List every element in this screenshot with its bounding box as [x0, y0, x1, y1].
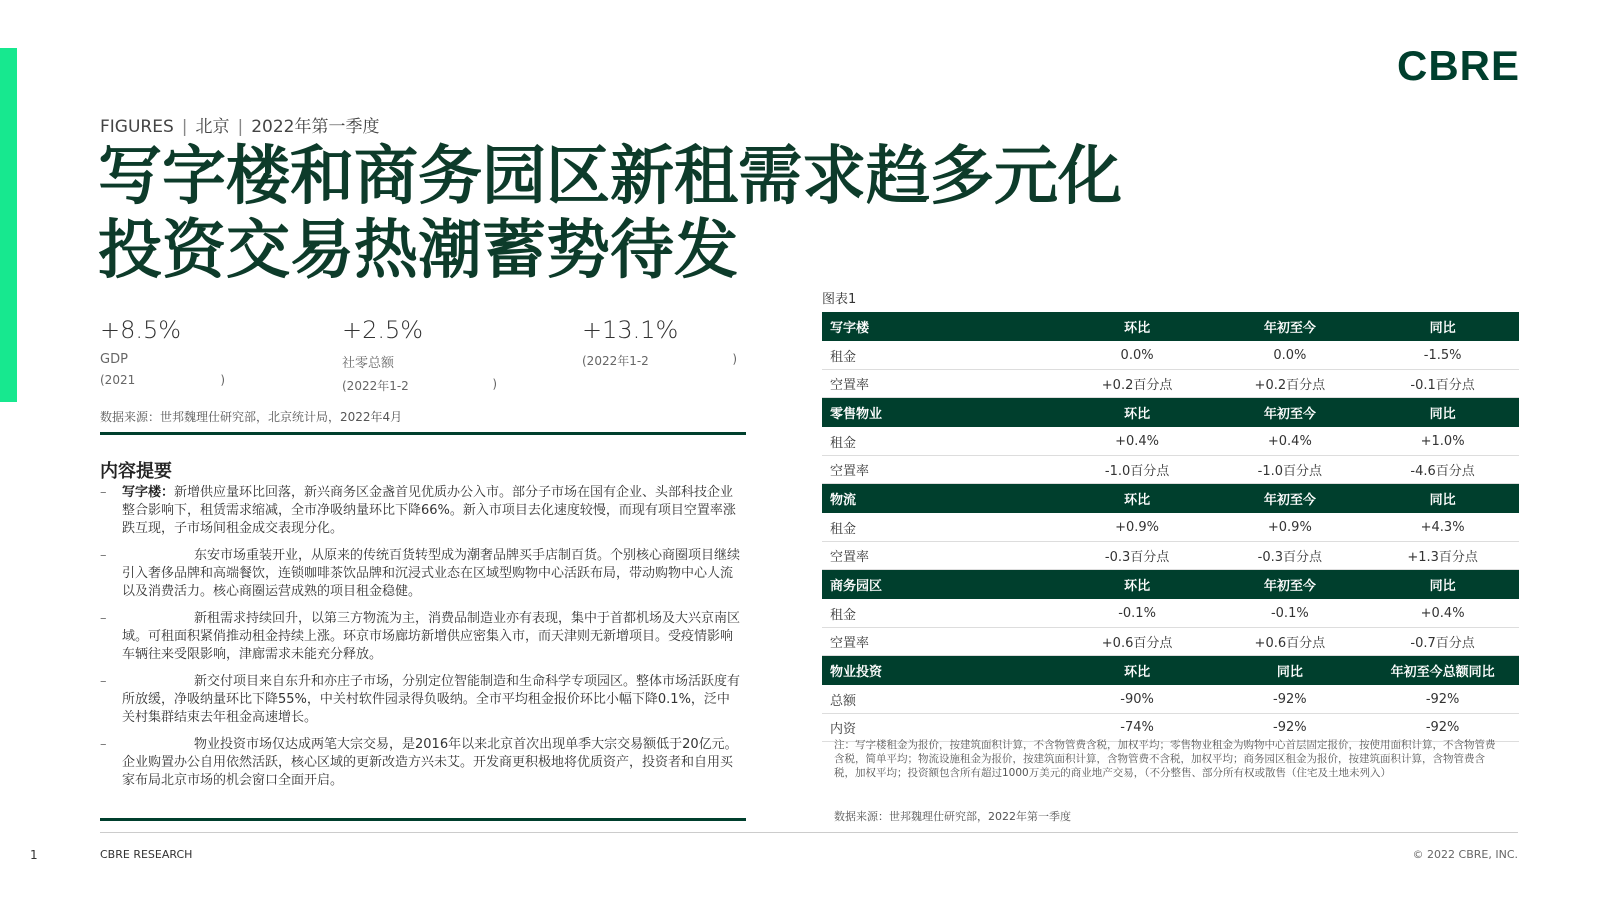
table-section-header: 商务园区 环比 年初至今 同比 [822, 570, 1519, 600]
eyebrow-city: 北京 [195, 117, 230, 137]
table-section-header: 写字楼 环比 年初至今 同比 [822, 312, 1519, 342]
summary-title: 内容提要 [100, 461, 172, 482]
figure-note: 注：写字楼租金为报价，按建筑面积计算，不含物管费含税，加权平均；零售物业租金为购物中心首层固定报价，按使用面积计算，不含物管费含税，简单平均；物流设施租金为报价，按建筑面积计算，含物管费不含税，加权平均；商务园区租金为报价，按建筑面积计算，含物管费含税，加权平均；投资额包含所有超过1000万美元的商业地产交易，（不分整售、部分所有权或散售（住宅及土地未列入） [834, 739, 1496, 779]
dash-bullet: – [100, 737, 107, 752]
footer-brand: CBRE RESEARCH [100, 848, 193, 861]
dash-bullet: – [100, 674, 107, 689]
table-row: 租金 +0.9% +0.9% +4.3% [822, 514, 1519, 542]
table-section-header: 物业投资 环比 同比 年初至今总额同比 [822, 656, 1519, 686]
figure-title: 图表1 [822, 292, 857, 307]
table-row: 空置率 +0.2百分点 +0.2百分点 -0.1百分点 [822, 370, 1519, 398]
table-row: 租金 +0.4% +0.4% +1.0% [822, 428, 1519, 456]
table-row: 空置率 -1.0百分点 -1.0百分点 -4.6百分点 [822, 456, 1519, 484]
accent-bar [0, 48, 17, 402]
list-item: – 写字楼：新增供应量环比回落，新兴商务区金盏首见优质办公入市。部分子市场在国有企业、头部科技企业整合影响下，租赁需求缩减，全市净吸纳量环比下降66%。新入市项目去化速度较慢，而现有项目空置率涨跌互现，子市场间租金成交表现分化。 [100, 485, 736, 536]
stat-retail-sales [342, 316, 497, 394]
eyebrow-figures: FIGURES [100, 117, 174, 137]
eyebrow-separator: | [181, 117, 188, 137]
table-section-header: 物流 环比 年初至今 同比 [822, 484, 1519, 514]
stats-source: 数据来源：世邦魏理仕研究部，北京统计局，2022年4月 [100, 410, 403, 424]
stat-period: (2022年1-2 ) [342, 377, 497, 393]
list-item: – 物业投资市场仅达成两笔大宗交易，是2016年以来北京首次出现单季大宗交易额低于20亿元。企业购置办公自用依然活跃，核心区域的更新改造方兴未艾。开发商更积极地将优质资产，投资者和自用买家布局北京市场的机会窗口全面开启。 [100, 737, 738, 788]
headline-line-1: 写字楼和商务园区新租需求趋多元化 [98, 139, 1122, 214]
stat-label: 社零总额 [342, 356, 395, 371]
list-item: – 新租需求持续回升，以第三方物流为主，消费品制造业亦有表现，集中于首都机场及大兴京南区域。可租面积紧俏推动租金持续上涨。环京市场廊坊新增供应密集入市，而天津则无新增项目。受疫情影响车辆往来受限影响，津廊需求未能充分释放。 [100, 611, 741, 662]
table-row: 租金 0.0% 0.0% -1.5% [822, 342, 1519, 370]
table-row: 内资 -74% -92% -92% [822, 714, 1519, 742]
table-row: 总额 -90% -92% -92% [822, 686, 1519, 714]
list-item: – 新交付项目来自东升和亦庄子市场，分别定位智能制造和生命科学专项园区。整体市场活跃度有所放缓，净吸纳量环比下降55%，中关村软件园录得负吸纳。全市平均租金报价环比小幅下降0.1%，泛中关村集群结束去年租金高速增长。 [100, 674, 741, 725]
dash-bullet: – [100, 485, 107, 500]
divider [100, 432, 746, 435]
stat-gdp [100, 316, 225, 387]
stat-label: GDP [100, 352, 128, 367]
dash-bullet: – [100, 548, 107, 563]
divider [100, 818, 746, 821]
table-row: 空置率 +0.6百分点 +0.6百分点 -0.7百分点 [822, 628, 1519, 656]
dash-bullet: – [100, 611, 107, 626]
table-row: 租金 -0.1% -0.1% +0.4% [822, 600, 1519, 628]
list-item: – 东安市场重装开业，从原来的传统百货转型成为潮奢品牌买手店制百货。个别核心商圈项目继续引入奢侈品牌和高端餐饮，连锁咖啡茶饮品牌和沉浸式业态在区域型购物中心活跃布局，带动购物中心人流以及消费活力。核心商圈运营成熟的项目租金稳健。 [100, 548, 741, 599]
figure-source: 数据来源：世邦魏理仕研究部，2022年第一季度 [834, 810, 1071, 823]
eyebrow-separator: | [237, 117, 244, 137]
stat-value: +8.5% [100, 316, 182, 344]
stat-period: (2021 ) [100, 373, 225, 387]
table-section-header: 零售物业 环比 年初至今 同比 [822, 398, 1519, 428]
stat-value: +13.1% [582, 316, 679, 344]
figure-table [822, 312, 1519, 742]
footer-copyright: © 2022 CBRE, INC. [1412, 848, 1518, 861]
headline-line-2: 投资交易热潮蓄势待发 [98, 213, 738, 288]
eyebrow-period: 2022年第一季度 [251, 117, 380, 137]
stat-third [582, 316, 737, 369]
summary-list [100, 484, 740, 799]
stat-period: (2022年1-2 ) [582, 352, 737, 368]
stat-value: +2.5% [342, 316, 424, 344]
page-number: 1 [30, 848, 38, 862]
cbre-logo: CBRE [1396, 42, 1520, 89]
eyebrow [100, 112, 380, 137]
footer-divider [100, 832, 1518, 833]
page-title [98, 140, 1178, 288]
table-row: 空置率 -0.3百分点 -0.3百分点 +1.3百分点 [822, 542, 1519, 570]
